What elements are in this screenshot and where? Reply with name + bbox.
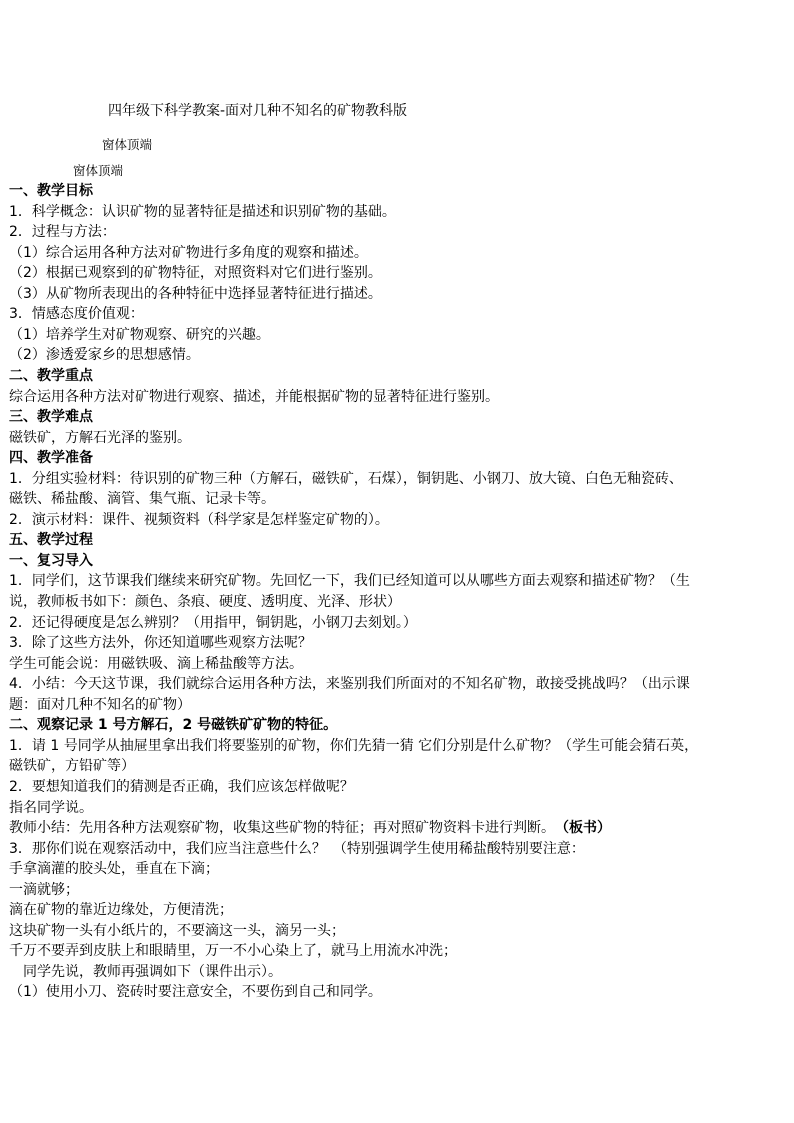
form-top-label-2: 窗体顶端 (73, 163, 124, 178)
section-heading (9, 530, 93, 551)
board-note: （板书） (562, 820, 611, 837)
text-line (9, 325, 270, 346)
line-text: （3）从矿物所表现出的各种特征中选择显著特征进行描述。 (9, 285, 382, 302)
line-text: 1．科学概念：认识矿物的显著特征是描述和识别矿物的基础。 (9, 203, 396, 220)
text-line (9, 756, 135, 777)
text-line (9, 469, 683, 490)
text-line (9, 654, 303, 675)
text-line (9, 243, 368, 264)
text-line (9, 798, 93, 819)
text-line (9, 284, 382, 305)
line-text: 说，教师板书如下：颜色、条痕、硬度、透明度、光泽、形状） (9, 594, 401, 610)
line-text: 二、观察记录 1 号方解石，2 号磁铁矿矿物的特征。 (9, 717, 338, 734)
text-line (9, 304, 144, 325)
line-text: （1）培养学生对矿物观察、研究的兴趣。 (9, 326, 270, 343)
line-text: 磁铁、稀盐酸、滴管、集气瓶、记录卡等。 (9, 491, 275, 508)
line-text: 1．同学们，这节课我们继续来研究矿物。先回忆一下，我们已经知道可以从哪些方面去观察和描述矿物？（生 (9, 573, 690, 590)
text-line (9, 263, 382, 284)
form-top-label-1: 窗体顶端 (102, 137, 153, 152)
text-line (9, 900, 233, 921)
line-text: 3．那你们说在观察活动中，我们应当注意些什么？ （特别强调学生使用稀盐酸特别要注意： (9, 840, 585, 857)
section-heading (9, 715, 337, 736)
text-line (9, 202, 396, 223)
line-text: 题：面对几种不知名的矿物） (9, 696, 191, 713)
line-text: 指名同学说。 (9, 799, 93, 816)
line-text: 千万不要弄到皮肤上和眼睛里，万一不小心染上了，就马上用流水冲洗； (9, 943, 457, 960)
line-text: 学生可能会说：用磁铁吸、滴上稀盐酸等方法。 (9, 655, 303, 672)
line-text: 2．要想知道我们的猜测是否正确，我们应该怎样做呢？ (9, 778, 354, 795)
text-line (9, 428, 191, 449)
text-line (9, 839, 585, 860)
line-text: 一、复习导入 (9, 552, 93, 569)
text-line (9, 571, 690, 592)
text-line (9, 921, 345, 942)
text-line (9, 613, 417, 634)
line-text: 1．分组实验材料：待识别的矿物三种（方解石，磁铁矿，石煤），铜钥匙、小钢刀、放大镜、白色无釉瓷砖、 (9, 470, 683, 487)
text-line (9, 387, 499, 408)
line-text: 手拿滴灌的胶头处，垂直在下滴； (9, 861, 219, 878)
text-line (9, 695, 191, 716)
text-line (9, 489, 275, 510)
line-text: （1）综合运用各种方法对矿物进行多角度的观察和描述。 (9, 244, 368, 261)
section-heading (9, 551, 93, 572)
line-text: 综合运用各种方法对矿物进行观察、描述，并能根据矿物的显著特征进行鉴别。 (9, 388, 499, 405)
line-text: 二、教学重点 (9, 367, 93, 384)
line-text: 磁铁矿，方铅矿等） (9, 758, 135, 775)
text-line (9, 592, 401, 613)
text-line (9, 345, 200, 366)
line-text: 4．小结：今天这节课，我们就综合运用各种方法，来鉴别我们所面对的不知名矿物，敢接受挑战吗？（出示课 (9, 676, 690, 693)
line-text: 教师小结：先用各种方法观察矿物，收集这些矿物的特征；再对照矿物资料卡进行判断。 (9, 820, 548, 837)
text-line (9, 777, 354, 798)
line-text: （2）渗透爱家乡的思想感情。 (9, 347, 200, 364)
line-text: 四、教学准备 (9, 450, 93, 467)
text-line (9, 962, 282, 983)
line-text: 五、教学过程 (9, 532, 93, 549)
text-line (9, 880, 79, 901)
text-line (9, 736, 698, 757)
line-text: 1．请 1 号同学从抽屉里拿出我们将要鉴别的矿物，你们先猜一猜 它们分别是什么矿物？（学生可能会猜石英， (9, 737, 699, 754)
text-line (9, 510, 389, 531)
line-text: 3．除了这些方法外，你还知道哪些观察方法呢？ (9, 635, 312, 652)
text-line (9, 222, 116, 243)
text-line (9, 982, 382, 1003)
text-line (9, 674, 690, 695)
line-text: 3．情感态度价值观： (9, 306, 144, 323)
line-text: 三、教学难点 (9, 409, 93, 426)
line-text: （2）根据已观察到的矿物特征，对照资料对它们进行鉴别。 (9, 265, 382, 282)
line-text: 这块矿物一头有小纸片的，不要滴这一头，滴另一头； (9, 922, 345, 939)
line-text: （1）使用小刀、瓷砖时要注意安全，不要伤到自己和同学。 (9, 984, 382, 1001)
text-line (9, 633, 312, 654)
line-text: 一、教学目标 (9, 183, 93, 199)
section-heading (9, 366, 93, 387)
line-text: 2．演示材料：课件、视频资料（科学家是怎样鉴定矿物的）。 (9, 511, 389, 528)
section-heading (9, 407, 93, 428)
line-text: 同学先说，教师再强调如下（课件出示）。 (9, 963, 282, 980)
line-text: 滴在矿物的靠近边缘处，方便清洗； (9, 902, 233, 919)
line-text: 2．还记得硬度是怎么辨别？（用指甲，铜钥匙，小钢刀去刻划。） (9, 614, 417, 631)
text-line (9, 941, 457, 962)
text-line (9, 818, 611, 839)
section-heading (9, 181, 93, 202)
document-title: 四年级下科学教案-面对几种不知名的矿物教科版 (108, 103, 408, 119)
section-heading (9, 448, 93, 469)
line-text: 2．过程与方法： (9, 224, 116, 241)
line-text: 磁铁矿，方解石光泽的鉴别。 (9, 429, 191, 446)
text-line (9, 859, 219, 880)
line-text: 一滴就够； (9, 881, 79, 898)
